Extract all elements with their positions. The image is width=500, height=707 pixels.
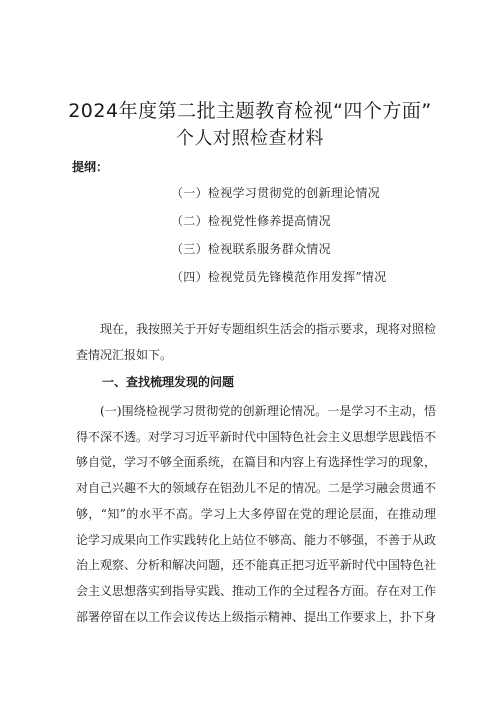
document-title-line2: 个人对照检查材料 xyxy=(176,128,324,149)
outline-item-3: （三）检视联系服务群众情况 xyxy=(171,242,331,256)
document-title-line1: 2024年度第二批主题教育检视“四个方面” xyxy=(68,100,432,122)
outline-item-2: （二）检视党性修养提高情况 xyxy=(171,214,331,228)
intro-paragraph: 现在，我按照关于开好专题组织生活会的指示要求，现将对照检查情况汇报如下。 xyxy=(76,322,437,362)
outline-item-4: （四）检视党员先锋模范作用发挥”情况 xyxy=(171,270,387,284)
section-heading-1: 一、查找梳理发现的问题 xyxy=(102,375,235,389)
outline-item-1: （一）检视学习贯彻党的创新理论情况 xyxy=(171,186,381,200)
outline-label: 提纲： xyxy=(72,160,109,174)
section-paragraph-1: (一)围绕检视学习贯彻党的创新理论情况。一是学习不主动，悟得不深不透。对学习习近平新时代中国特色社会主义思想学思践悟不够自觉，学习不够全面系统，在篇目和内容上有选择性学习的现象，对自己兴趣不大的领域存在铝劲儿不足的情况。二是学习融会贯通不够，“知”的水平不高。学习上大多停留在党的理论层面，在推动理论学习成果向工作实践转化上站位不够高、能力不够强，不善于从政治上观察、分析和解决问题，还不能真正把习近平新时代中国特色社会主义思想落实到指导实践、推动工作的全过程各方面。存在对工作部署停留在以工作会议传达上级指示精神、提出工作要求上，扑下身 xyxy=(76,404,437,624)
